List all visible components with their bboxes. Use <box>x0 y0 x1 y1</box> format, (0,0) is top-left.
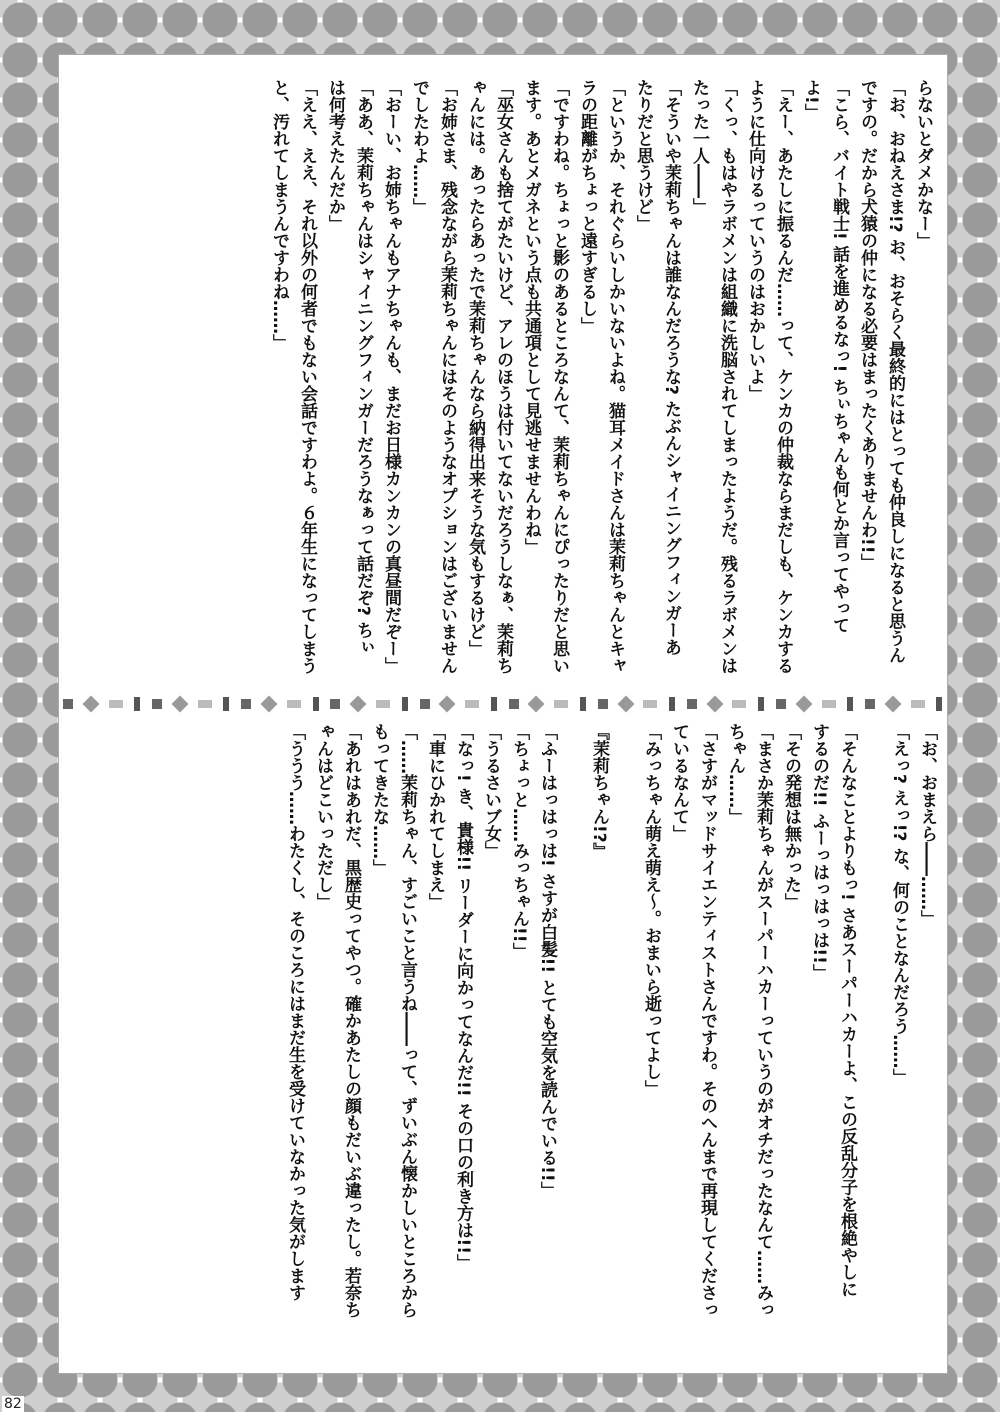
text-column: 「えっ? えっ!? な、何のことなんだろう……」 <box>889 723 909 1086</box>
text-column: は何考えたんだか」 <box>325 79 345 232</box>
text-page <box>58 54 948 1374</box>
text-column: 「そんなことよりもっ! さあスーパーハカーよ、この反乱分子を根絶やしに <box>837 723 857 1298</box>
text-column: 「さすがマッドサイエンティストさんですわ。そのへんまで再現してくださっ <box>697 723 717 1318</box>
text-column: ラの距離がちょっと遠すぎるし」 <box>577 79 597 334</box>
text-column: 「えー、あたしに振るんだ……って、ケンカの仲裁ならまだしも、ケンカする <box>773 79 793 674</box>
text-column: ゃんには。あったらあったで茉莉ちゃんなら納得出来そうな気もするけど」 <box>465 79 485 657</box>
text-column: 「なっ! き、貴様!! リーダーに向かってなんだ!! その口の利き方は!!」 <box>453 723 473 1272</box>
text-column: 「ちょっと……みっちゃん!!」 <box>509 723 529 960</box>
text-column: 「ああ、茉莉ちゃんはシャイニングフィンガーだろうなぁって話だぞ? ちぃ <box>353 79 373 656</box>
text-column <box>561 723 585 1351</box>
text-column: 「というか、それぐらいしかいないよね。猫耳メイドさんは茉莉ちゃんとキャ <box>605 79 625 674</box>
text-column: もってきたな……」 <box>369 723 389 876</box>
text-column: 「ですわね。ちょっと影のあるところなんて、茉莉ちゃんにぴったりだと思い <box>549 79 569 674</box>
page-number: 82 <box>4 1396 22 1412</box>
text-column: ます。あとメガネという点も共通項として見逃せませんわね」 <box>521 79 541 555</box>
text-column: ように仕向けるっていうのはおかしいよ」 <box>745 79 765 402</box>
text-column: 「くっ、もはやラボメンは組織に洗脳されてしまったようだ。残るラボメンは <box>717 79 737 674</box>
text-column: するのだ!! ふーっはっはっは!!」 <box>809 723 829 981</box>
lower-text-block <box>59 723 947 1351</box>
text-column: 「うるさいブ女」 <box>481 723 501 859</box>
text-column: ですの。だから犬猿の仲になる必要はまったくありませんわ!!」 <box>857 79 877 571</box>
text-column: 「そういや茉莉ちゃんは誰なんだろうな? たぶんシャイニングフィンガーあ <box>661 79 681 656</box>
text-column: 「車にひかれてしまえ」 <box>425 723 445 910</box>
text-column: と、汚れてしまうんですわね……」 <box>269 79 289 351</box>
text-column <box>861 723 885 1351</box>
text-column <box>613 723 637 1351</box>
text-column: ゃんはどこいっただし」 <box>313 723 333 910</box>
text-column: 「巫女さんも捨てがたいけど、アレのほうは付いてないだろうしなぁ、茉莉ち <box>493 79 513 674</box>
text-column: 『茉莉ちゃん!?』 <box>589 723 609 860</box>
text-column: 「ふーはっはっは! さすが白髪!! とても空気を読んでいる!!」 <box>537 723 557 1199</box>
text-column: 「ううう……わたくし、そのころにはまだ生を受けていなかった気がします <box>285 723 305 1301</box>
text-column: たった一人――」 <box>689 79 709 215</box>
text-column: でしたわよ……」 <box>409 79 429 215</box>
text-column: ちゃん……」 <box>725 723 745 825</box>
text-column: らないとダメかなー」 <box>913 79 933 249</box>
text-column: 「こら、バイト戦士! 話を進めるなっ! ちぃちゃんも何とか言ってやって <box>829 79 849 634</box>
upper-text-block <box>59 79 947 687</box>
text-column: 「ええ、ええ、それ以外の何者でもない会話ですわよ。６年生になってしまう <box>297 79 317 674</box>
decorative-divider <box>59 693 947 715</box>
text-column: ているなんて」 <box>669 723 689 842</box>
text-column: 「お姉さま、残念ながら茉莉ちゃんにはそのようなオプションはございません <box>437 79 457 674</box>
text-column: たりだと思うけど」 <box>633 79 653 232</box>
text-column: 「みっちゃん萌え萌え～。おまいら逝ってよし」 <box>641 723 661 1097</box>
text-column: 「その発想は無かった」 <box>781 723 801 910</box>
text-column: 「あれはあれだ、黒歴史ってやつ。確かあたしの顔もだいぶ違ったし。若奈ち <box>341 723 361 1318</box>
text-column: 「……茉莉ちゃん、すごいこと言うね――って、ずいぶん懐かしいところから <box>397 723 417 1318</box>
text-column: 「おーい、お姉ちゃんもアナちゃんも、まだお日様カンカンの真昼間だぞー」 <box>381 79 401 674</box>
text-column: よ!」 <box>801 79 821 121</box>
text-column: 「まさか茉莉ちゃんがスーパーハカーっていうのがオチだったなんて……みっ <box>753 723 773 1318</box>
text-column: 「お、おねえさま!? お、おそらく最終的にはとっても仲良しになると思うん <box>885 79 905 664</box>
text-column: 「お、おまえら――……」 <box>917 723 937 927</box>
